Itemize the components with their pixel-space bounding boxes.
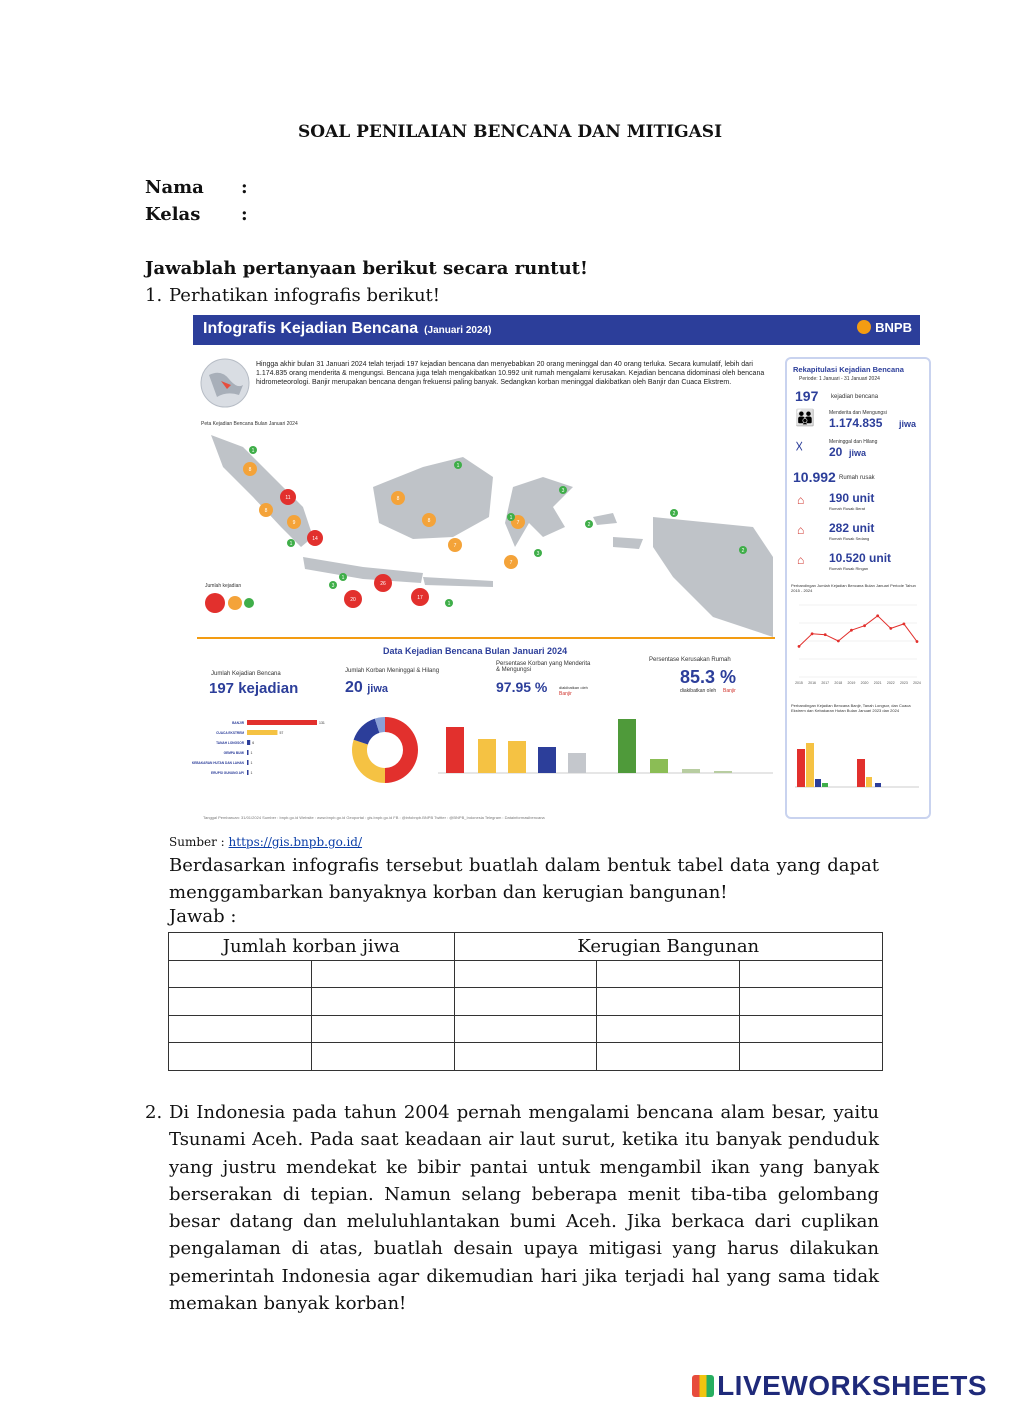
trend-point	[902, 623, 905, 626]
map-marker-label: 1	[447, 601, 451, 607]
infographic-title: Infografis Kejadian Bencana	[203, 320, 419, 337]
table-cell[interactable]	[740, 1015, 883, 1043]
table-cell[interactable]	[454, 1015, 597, 1043]
jumlah-label: Jumlah Kejadian Bencana	[211, 671, 281, 677]
page-title: SOAL PENILAIAN BENCANA DAN MITIGASI	[297, 122, 723, 142]
table-cell[interactable]	[454, 1043, 597, 1071]
recap-kejadian-label: kejadian bencana	[831, 394, 879, 400]
recap-meninggal-label: Meninggal dan Hilang	[829, 439, 878, 445]
kelas-input[interactable]	[260, 203, 560, 227]
recap-meninggal-unit: jiwa	[849, 448, 867, 458]
recap-panel	[785, 357, 931, 819]
table-cell[interactable]	[169, 1015, 312, 1043]
answer-label: Jawab :	[169, 906, 237, 927]
bar-value-label: 131	[319, 721, 325, 725]
family-icon: 👪	[795, 410, 815, 427]
map-marker-label: 1	[251, 448, 255, 454]
map-marker-label: 9	[292, 520, 296, 526]
map-marker-label: 17	[417, 595, 423, 601]
question-1-number: 1.	[145, 285, 163, 306]
recap-rusak-value: 10.992	[793, 469, 836, 485]
bar	[247, 730, 277, 735]
recap-title: Rekapitulasi Kejadian Bencana	[793, 365, 904, 374]
trend-x-tick: 2024	[913, 681, 921, 685]
table-row	[169, 960, 883, 988]
recap-menderita-label: Menderita dan Mengungsi	[829, 410, 887, 416]
table-cell[interactable]	[597, 1043, 740, 1071]
table-cell[interactable]	[454, 988, 597, 1016]
bar-category-label: TANAH LONGSOR	[216, 741, 244, 745]
map-marker-label: 7	[141, 261, 145, 267]
trend-x-tick: 2019	[847, 681, 856, 685]
bar	[247, 720, 317, 725]
map-marker-label: 8	[427, 518, 431, 524]
bar	[247, 750, 249, 755]
trend-point	[916, 640, 919, 643]
trend-x-tick: 2021	[873, 681, 882, 685]
bar-category-label: ERUPSI GUNUNG API	[211, 771, 244, 775]
map-legend-label: Jumlah kejadian	[205, 583, 242, 589]
trend-point	[837, 640, 840, 643]
map-marker-label: 1	[456, 463, 460, 469]
table-row	[169, 988, 883, 1016]
bar	[247, 740, 250, 745]
infographic-footer: Tanggal Pembaruan: 31/01/2024 Sumber : bnpb.go.id Website : www.bnpb.go.id Geoportal : gis.bnpb.go.id FB : @infobnpb.BNPB Twitter : @BNPB_Indonesia Telegram : Datainformasibencana	[203, 815, 545, 820]
brand-name: LIVEWORKSHEETS	[717, 1370, 987, 1401]
kejadian-bar-chart	[191, 715, 337, 785]
map-marker-label: 26	[380, 581, 386, 587]
table-cell[interactable]	[169, 1043, 312, 1071]
liveworksheets-icon	[692, 1375, 714, 1397]
recap-sedang-value: 282 unit	[829, 521, 875, 535]
table-cell[interactable]	[740, 988, 883, 1016]
nama-input[interactable]	[260, 176, 560, 200]
map-legend	[203, 591, 263, 617]
field-colon-nama: :	[241, 177, 248, 198]
trend-point	[850, 629, 853, 632]
donut-slice	[385, 717, 418, 783]
map-marker-label: 2	[741, 548, 745, 554]
table-cell[interactable]	[311, 960, 454, 988]
korban-unit: jiwa	[367, 683, 389, 695]
map-marker-label: 11	[285, 495, 291, 501]
persen-bar-charts	[438, 713, 773, 777]
table-cell[interactable]	[311, 988, 454, 1016]
bar-category-label: GEMPA BUMI	[223, 751, 244, 755]
rusak-persen-value: 85.3 %	[680, 667, 737, 687]
trend-line-chart	[791, 599, 923, 689]
trend-point	[798, 645, 801, 648]
recap-period: Periode: 1 Januari - 31 Januari 2024	[799, 376, 880, 382]
house-medium-icon: ⌂	[797, 523, 805, 537]
recap-sedang-label: Rumah Rusak Sedang	[829, 536, 870, 541]
recap-menderita-unit: jiwa	[899, 419, 917, 429]
source-label: Sumber :	[169, 835, 229, 849]
map-marker-label: 3	[536, 551, 540, 557]
answer-table	[168, 932, 883, 1071]
trend-series-line	[799, 616, 917, 647]
instruction: Jawablah pertanyaan berikut secara runtut!	[145, 258, 588, 279]
field-colon-kelas: :	[241, 204, 248, 225]
house-heavy-icon: ⌂	[797, 493, 805, 507]
recap-rusak-label: Rumah rusak	[839, 475, 875, 481]
trend-x-tick: 2020	[860, 681, 869, 685]
house-light-icon: ⌂	[797, 553, 805, 567]
trend-point	[811, 632, 814, 635]
compare-bar-chart	[791, 727, 923, 807]
map-marker-label: 7	[453, 543, 457, 549]
jumlah-unit: kejadian	[238, 680, 299, 697]
table-header-kerugian: Kerugian Bangunan	[454, 933, 882, 961]
map-marker-label: 3	[561, 488, 565, 494]
map-marker-label: 1	[509, 515, 513, 521]
table-cell[interactable]	[311, 1043, 454, 1071]
trend-point	[889, 627, 892, 630]
bar-value-label: 6	[252, 741, 255, 745]
korban-label: Jumlah Korban Meninggal & Hilang	[345, 668, 440, 674]
trend-point	[863, 624, 866, 627]
map-marker-label: 1	[341, 575, 345, 581]
table-cell[interactable]	[597, 1015, 740, 1043]
table-header-row	[169, 933, 883, 961]
recap-menderita-value: 1.174.835	[829, 416, 883, 430]
korban-value: 20	[345, 679, 363, 696]
trend-x-tick: 2022	[886, 681, 895, 685]
map-marker-label: 7	[516, 520, 520, 526]
table-cell[interactable]	[597, 960, 740, 988]
field-label-nama: Nama	[145, 177, 204, 198]
map-marker-label: 2	[672, 511, 676, 517]
bar-category-label: KEBAKARAN HUTAN DAN LAHAN	[191, 761, 244, 765]
rusak-persen-label: Persentase Kerusakan Rumah	[649, 657, 731, 663]
trend-x-tick: 2015	[795, 681, 803, 685]
table-cell[interactable]	[740, 960, 883, 988]
map-marker-label: 8	[248, 467, 252, 473]
rusak-persen-note: diakibatkan oleh	[680, 688, 717, 694]
table-header-korban: Jumlah korban jiwa	[169, 933, 455, 961]
table-row	[169, 1015, 883, 1043]
bar	[247, 760, 249, 765]
persen-value: 97.95 %	[496, 679, 548, 695]
compare-label: Perbandingan Kejadian Bencana Banjir, Tanah Longsor, dan Cuaca Ekstrem dan Kebakaran Hutan Bulan Januari 2023 dan 2024	[791, 703, 911, 713]
bar-category-label: BANJIR	[232, 721, 244, 725]
map-marker-label: 14	[312, 536, 318, 542]
map-marker-label: 7	[509, 560, 513, 566]
trend-point	[876, 614, 879, 617]
map-marker-label: 20	[350, 597, 356, 603]
map-marker-label: 8	[264, 508, 268, 514]
trend-point	[824, 633, 827, 636]
korban-donut-chart	[333, 705, 438, 795]
recap-berat-label: Rumah Rusak Berat	[829, 506, 866, 511]
map-marker-label: 2	[587, 522, 591, 528]
donut-slice	[354, 719, 380, 745]
table-cell[interactable]	[169, 988, 312, 1016]
bar-value-label: 1	[250, 771, 253, 775]
bar-value-label: 1	[250, 751, 253, 755]
map-marker-label: 1	[289, 541, 293, 547]
persen-label: Persentase Korban yang Menderita & Mengungsi	[496, 661, 591, 673]
bar-category-label: CUACA EKSTREM	[216, 731, 244, 735]
rusak-persen-cause: Banjir	[723, 688, 736, 694]
table-cell[interactable]	[597, 988, 740, 1016]
recap-ringan-label: Rumah Rusak Ringan	[829, 566, 869, 571]
infographic-period: (Januari 2024)	[424, 325, 492, 336]
recap-meninggal-value: 20	[829, 445, 843, 459]
recap-kejadian-value: 197	[795, 388, 819, 404]
table-cell[interactable]	[454, 960, 597, 988]
trend-x-tick: 2017	[821, 681, 830, 685]
casualty-icon: ☓	[795, 439, 804, 456]
recap-berat-value: 190 unit	[829, 491, 875, 505]
donut-slice	[352, 740, 385, 783]
map-label: Peta Kejadian Bencana Bulan Januari 2024	[201, 421, 298, 427]
bar-value-label: 1	[250, 761, 253, 765]
table-cell[interactable]	[311, 1015, 454, 1043]
field-label-kelas: Kelas	[145, 204, 201, 225]
bar-value-label: 57	[279, 731, 284, 735]
persen-note: diakibatkan oleh	[559, 685, 588, 690]
question-2-text: Di Indonesia pada tahun 2004 pernah mengalami bencana alam besar, yaitu Tsunami Aceh. Pada saat keadaan air laut surut, ketika itu banyak penduduk yang justru mendekat ke bibir pantai untuk mengambil ikan yang banyak berserakan di tepian. Namun selang beberapa menit tiba-tiba gelombang besar datang dan meluluhlantakan bumi Aceh. Jika berkaca dari cuplikan pengalaman di atas, buatlah desain upaya mitigasi yang harus dilakukan pemerintah Indonesia agar dikemudian hari jika terjadi hal yang sama tidak memakan banyak korban!	[169, 1102, 879, 1315]
trend-label: Perbandingan Jumlah Kejadian Bencana Bulan Januari Periode Tahun 2015 - 2024	[791, 583, 916, 593]
bnpb-logo-icon	[857, 320, 871, 334]
table-cell[interactable]	[740, 1043, 883, 1071]
map-marker-label: 8	[396, 496, 400, 502]
infographic-intro: Hingga akhir bulan 31 Januari 2024 telah terjadi 197 kejadian bencana dan menyebabkan 20 orang meninggal dan 40 orang terluka. Secara kumulatif, lebih dari 1.174.835 orang menderita & mengungsi. Bencana juga telah mengakibatkan 10.992 unit rumah mengalami kerusakan. Kejadian bencana didominasi oleh bencana hidrometeorologi. Banjir merupakan bencana dengan frekuensi paling banyak. Sedangkan korban meninggal diakibatkan oleh Banjir dan Cuaca Ekstrem.	[256, 361, 765, 386]
jumlah-value: 197	[209, 680, 235, 697]
recap-ringan-value: 10.520 unit	[829, 551, 892, 565]
divider	[197, 637, 775, 639]
source-link[interactable]: https://gis.bnpb.go.id/	[228, 835, 363, 849]
table-cell[interactable]	[169, 960, 312, 988]
question-2-number: 2.	[145, 1102, 163, 1123]
trend-x-tick: 2018	[834, 681, 843, 685]
trend-x-tick: 2023	[899, 681, 908, 685]
persen-cause: Banjir	[559, 691, 572, 697]
map-marker-label: 3	[331, 583, 335, 589]
org-name: BNPB	[875, 320, 912, 335]
data-section-title: Data Kejadian Bencana Bulan Januari 2024	[383, 646, 568, 656]
bar	[247, 770, 249, 775]
trend-x-tick: 2016	[808, 681, 817, 685]
question-1-task: Berdasarkan infografis tersebut buatlah dalam bentuk tabel data yang dapat menggambarkan banyaknya korban dan kerugian bangunan!	[169, 855, 879, 903]
table-row	[169, 1043, 883, 1071]
question-1-text: Perhatikan infografis berikut!	[169, 285, 441, 306]
liveworksheets-logo	[692, 1370, 987, 1402]
